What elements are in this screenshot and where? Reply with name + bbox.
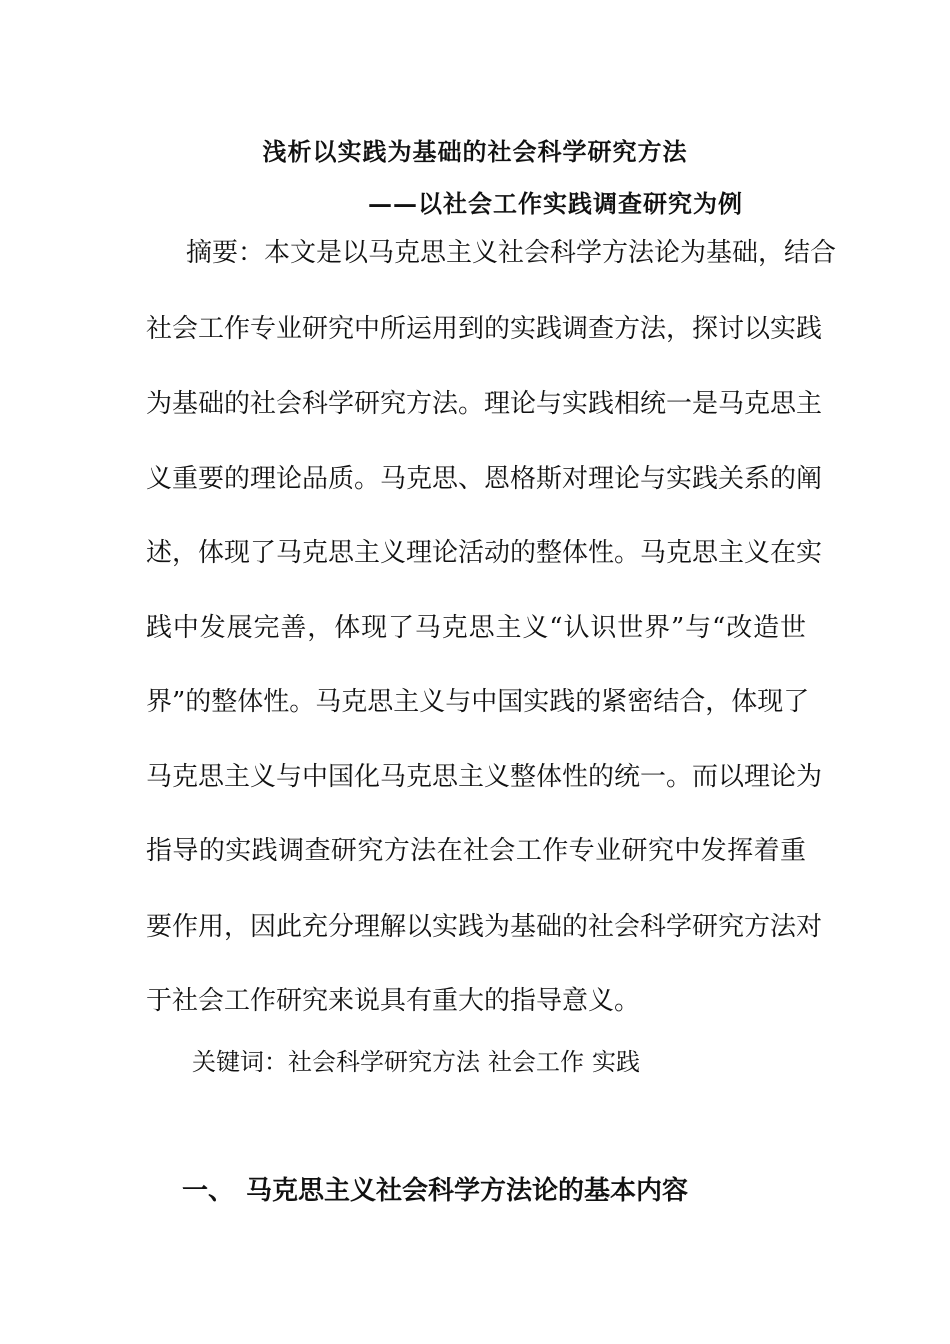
section-heading xyxy=(182,1170,688,1207)
abstract-line: 指导的实践调查研究方法在社会工作专业研究中发挥着重 xyxy=(146,836,806,866)
abstract-line: 义重要的理论品质。马克思、恩格斯对理论与实践关系的阐 xyxy=(146,464,823,494)
abstract-line: 于社会工作研究来说具有重大的指导意义。 xyxy=(146,986,641,1016)
keyword: 社会科学研究方法 xyxy=(288,1048,480,1076)
abstract-line: 为基础的社会科学研究方法。理论与实践相统一是马克思主 xyxy=(146,389,823,419)
abstract-line: 马克思主义与中国化马克思主义整体性的统一。而以理论为 xyxy=(146,762,823,792)
keywords xyxy=(192,1042,648,1077)
document-subtitle: ——以社会工作实践调查研究为例 xyxy=(368,189,743,218)
abstract-line: 摘要：本文是以马克思主义社会科学方法论为基础，结合 xyxy=(186,238,837,268)
document-title: 浅析以实践为基础的社会科学研究方法 xyxy=(262,137,688,166)
abstract-line: 社会工作专业研究中所运用到的实践调查方法，探讨以实践 xyxy=(146,314,823,344)
keyword: 实践 xyxy=(592,1048,640,1076)
abstract-line: 界”的整体性。马克思主义与中国实践的紧密结合，体现了 xyxy=(146,687,810,717)
section-title: 马克思主义社会科学方法论的基本内容 xyxy=(246,1176,689,1206)
section-number: 一、 xyxy=(182,1176,235,1206)
keyword: 社会工作 xyxy=(488,1048,584,1076)
abstract-line: 要作用，因此充分理解以实践为基础的社会科学研究方法对 xyxy=(146,912,823,942)
abstract-line: 践中发展完善，体现了马克思主义“认识世界”与“改造世 xyxy=(146,613,806,643)
keywords-label: 关键词： xyxy=(192,1048,288,1076)
abstract-line: 述，体现了马克思主义理论活动的整体性。马克思主义在实 xyxy=(146,538,823,568)
